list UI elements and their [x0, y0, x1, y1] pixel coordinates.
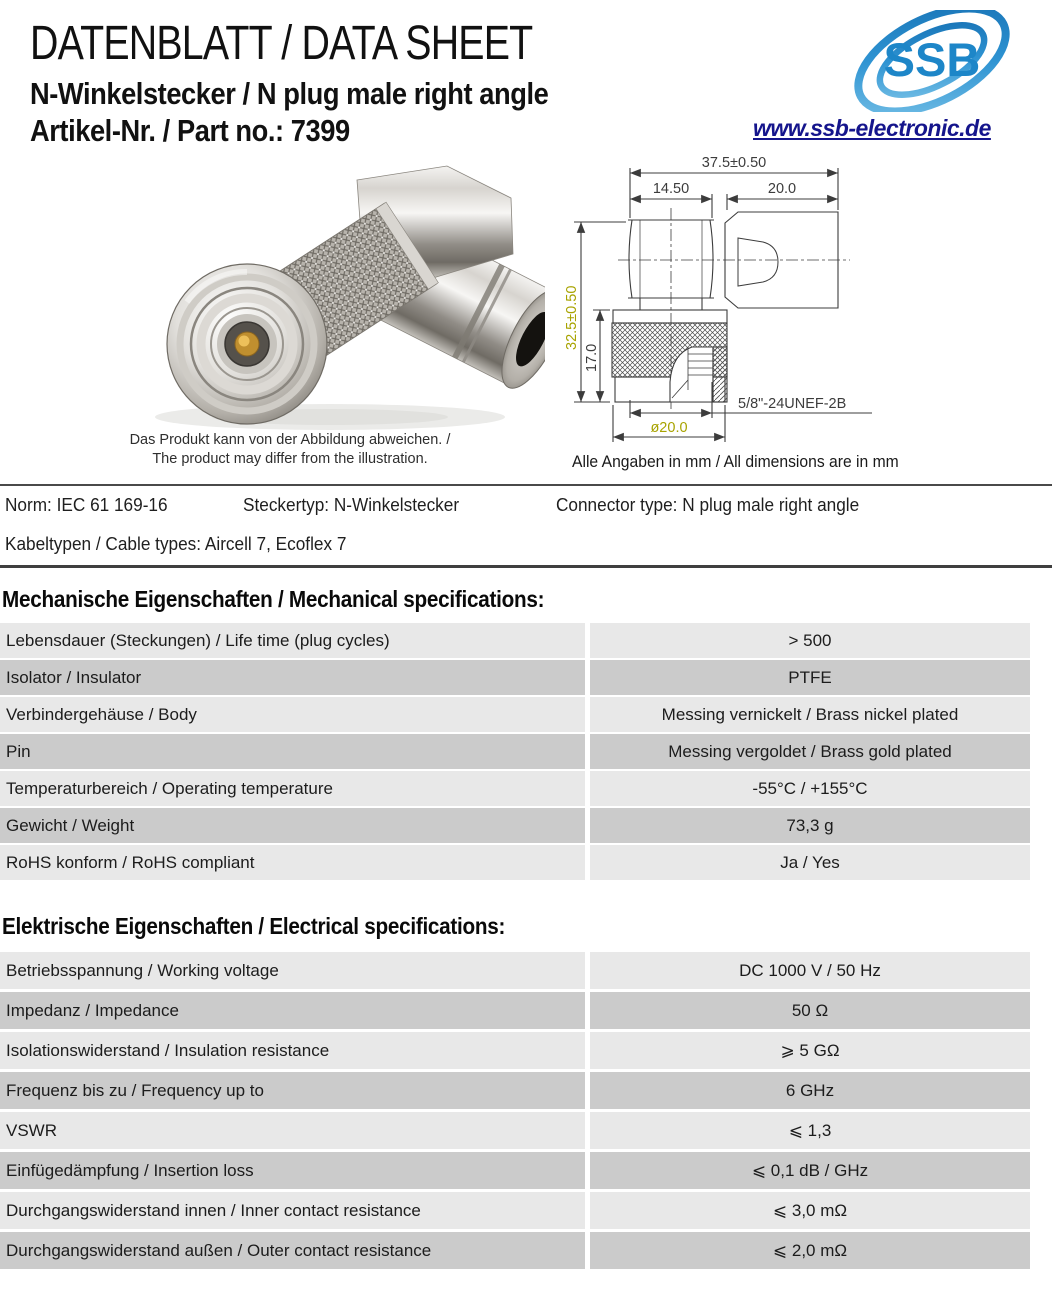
dim-total-height: 32.5±0.50: [564, 285, 580, 350]
spec-label: Impedanz / Impedance: [0, 992, 585, 1029]
electrical-table: [0, 952, 1030, 1272]
spec-label: Lebensdauer (Steckungen) / Life time (plug cycles): [0, 623, 585, 658]
divider-top: [0, 484, 1052, 486]
spec-label: Isolator / Insulator: [0, 660, 585, 695]
table-row: [0, 1152, 1030, 1189]
spec-label: Durchgangswiderstand außen / Outer contact resistance: [0, 1232, 585, 1269]
table-row: [0, 992, 1030, 1029]
connector-face: [167, 264, 327, 424]
dim-lower-height: 17.0: [584, 343, 600, 372]
spec-label: Gewicht / Weight: [0, 808, 585, 843]
table-row: [0, 623, 1030, 658]
table-row: [0, 1072, 1030, 1109]
dim-diameter: ø20.0: [650, 420, 688, 436]
photo-caption-line1: Das Produkt kann von der Abbildung abweichen. /: [129, 432, 451, 448]
spec-label: Isolationswiderstand / Insulation resistance: [0, 1032, 585, 1069]
spec-label: Frequenz bis zu / Frequency up to: [0, 1072, 585, 1109]
thread-label: 5/8"-24UNEF-2B: [738, 396, 847, 412]
dim-nut-width: 14.50: [652, 181, 690, 197]
cable-types-label: Kabeltypen / Cable types: Aircell 7, Ecoflex 7: [5, 533, 347, 554]
product-subtitle: N-Winkelstecker / N plug male right angle: [30, 76, 549, 111]
table-row: [0, 1032, 1030, 1069]
table-row: [0, 1192, 1030, 1229]
table-row: [0, 734, 1030, 769]
spec-value: 6 GHz: [590, 1072, 1030, 1109]
spec-value: ⩽ 3,0 mΩ: [590, 1192, 1030, 1229]
divider-bottom: [0, 565, 1052, 568]
spec-label: Pin: [0, 734, 585, 769]
spec-value: PTFE: [590, 660, 1030, 695]
spec-value: Messing vernickelt / Brass nickel plated: [590, 697, 1030, 732]
spec-value: Ja / Yes: [590, 845, 1030, 880]
product-photo: [95, 162, 545, 434]
table-row: [0, 660, 1030, 695]
electrical-heading: Elektrische Eigenschaften / Electrical specifications:: [2, 913, 506, 939]
spec-value: > 500: [590, 623, 1030, 658]
dim-body-width: 20.0: [767, 181, 797, 197]
table-row: [0, 952, 1030, 989]
spec-label: Verbindergehäuse / Body: [0, 697, 585, 732]
spec-value: Messing vergoldet / Brass gold plated: [590, 734, 1030, 769]
spec-value: ⩾ 5 GΩ: [590, 1032, 1030, 1069]
spec-label: Einfügedämpfung / Insertion loss: [0, 1152, 585, 1189]
photo-caption-line2: The product may differ from the illustration.: [152, 451, 428, 467]
spec-label: RoHS konform / RoHS compliant: [0, 845, 585, 880]
logo-text: SSB: [883, 33, 981, 86]
table-row: [0, 845, 1030, 880]
table-row: [0, 771, 1030, 806]
website-link[interactable]: www.ssb-electronic.de: [753, 115, 991, 141]
spec-value: DC 1000 V / 50 Hz: [590, 952, 1030, 989]
ssb-logo: [846, 10, 1018, 112]
spec-value: ⩽ 2,0 mΩ: [590, 1232, 1030, 1269]
mechanical-table: [0, 623, 1030, 882]
spec-value: 73,3 g: [590, 808, 1030, 843]
spec-value: ⩽ 0,1 dB / GHz: [590, 1152, 1030, 1189]
dim-total-width: 37.5±0.50: [701, 155, 767, 171]
spec-value: 50 Ω: [590, 992, 1030, 1029]
connector-type-label: Connector type: N plug male right angle: [556, 494, 860, 515]
spec-label: Temperaturbereich / Operating temperature: [0, 771, 585, 806]
units-note: Alle Angaben in mm / All dimensions are in mm: [572, 453, 899, 471]
part-number-line: Artikel-Nr. / Part no.: 7399: [30, 113, 350, 148]
technical-drawing: [560, 150, 1052, 450]
mechanical-heading: Mechanische Eigenschaften / Mechanical specifications:: [2, 586, 545, 612]
table-row: [0, 1112, 1030, 1149]
spec-label: Betriebsspannung / Working voltage: [0, 952, 585, 989]
page-title: DATENBLATT / DATA SHEET: [30, 17, 533, 70]
spec-label: Durchgangswiderstand innen / Inner contact resistance: [0, 1192, 585, 1229]
spec-value: ⩽ 1,3: [590, 1112, 1030, 1149]
spec-value: -55°C / +155°C: [590, 771, 1030, 806]
table-row: [0, 808, 1030, 843]
spec-label: VSWR: [0, 1112, 585, 1149]
table-row: [0, 697, 1030, 732]
norm-label: Norm: IEC 61 169-16: [5, 494, 168, 515]
photo-caption: [110, 431, 470, 469]
table-row: [0, 1232, 1030, 1269]
steckertyp-label: Steckertyp: N-Winkelstecker: [243, 494, 460, 515]
